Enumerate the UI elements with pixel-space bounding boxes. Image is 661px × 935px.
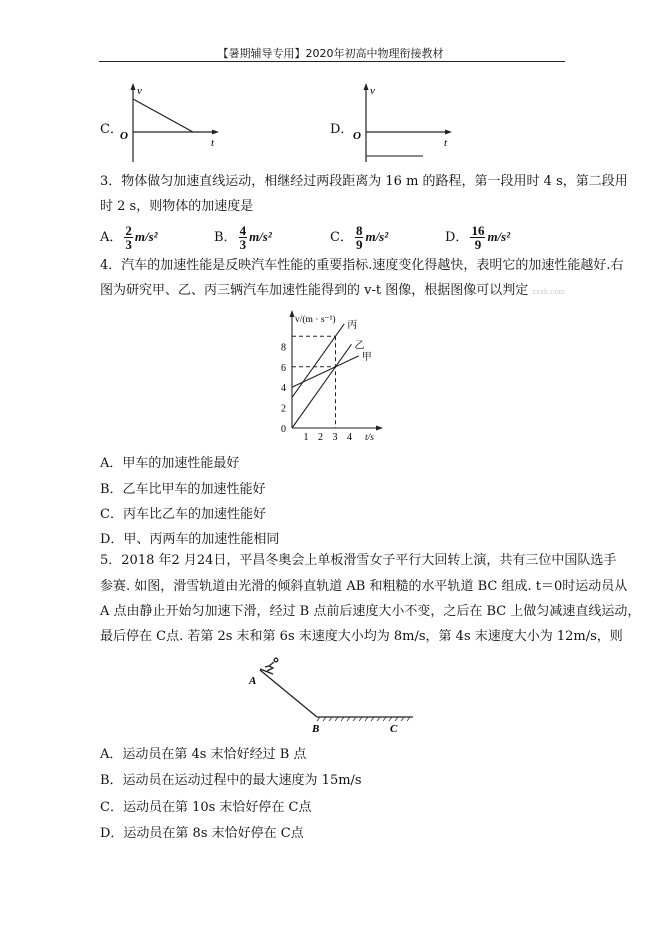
q5-text-line4: 最后停在 C点. 若第 2s 末和第 6s 末速度大小均为 8m/s，第 4s 末速度大小为 12m/s，则: [100, 629, 623, 644]
point-b-label: B: [312, 723, 320, 735]
q3-text-line2: 时 2 s，则物体的加速度是: [100, 199, 254, 214]
q2-option-d-graph: [348, 82, 458, 164]
q2-option-c-graph: [115, 82, 225, 164]
origin-label: O: [353, 130, 361, 142]
q5-text-line2: 参赛. 如图，滑雪轨道由光滑的倾斜直轨道 AB 和粗糙的水平轨道 BC 组成. t＝0时运动员从: [100, 579, 628, 594]
q3-option-a: [100, 224, 158, 251]
numerator: 8: [355, 223, 363, 238]
x-tick-label: 2: [318, 432, 323, 443]
y-tick-label: 8: [281, 342, 286, 354]
x-tick-label: 4: [347, 432, 352, 443]
watermark: zxxk.com: [532, 288, 566, 296]
axis-v-label: v: [137, 85, 142, 97]
option-label: C．: [330, 230, 353, 245]
y-tick-label: 4: [281, 383, 286, 395]
origin-label: O: [120, 130, 128, 142]
y-tick-label: 6: [281, 362, 286, 374]
series-line-乙: [292, 344, 351, 428]
page-header: 【暑期辅导专用】2020年初高中物理衔接教材: [217, 47, 444, 60]
q4-text-line2: [100, 283, 565, 300]
q5-option-c: C．运动员在第 10s 末恰好停在 C点: [100, 800, 312, 815]
q5-text-line1: 5．2018 年2 月24日，平昌冬奥会上单板滑雪女子平行大回转上演，共有三位中国队选手: [100, 553, 617, 568]
q3-option-b: [214, 224, 272, 251]
point-a-label: A: [249, 675, 257, 687]
denominator: 3: [125, 237, 132, 252]
x-axis-label: t/s: [365, 433, 374, 443]
option-label: B．: [214, 230, 237, 245]
q3-text-line1: 3．物体做匀加速直线运动，相继经过两段距离为 16 m 的路程，第一段用时 4 s，第二段用: [100, 174, 628, 189]
series-label: 丙: [347, 319, 358, 331]
option-label: A．: [100, 230, 123, 245]
axis-t-label: t: [211, 137, 215, 149]
q3-option-c: [330, 224, 388, 251]
q4-option-d: D．甲、丙两车的加速性能相同: [100, 532, 280, 547]
vt-graph: [262, 305, 402, 445]
q5-option-d: D．运动员在第 8s 末恰好停在 C点: [100, 826, 304, 841]
q2-option-c-label: C．: [100, 122, 123, 137]
q5-option-a: A．运动员在第 4s 末恰好经过 B 点: [100, 747, 307, 762]
point-c-label: C: [390, 723, 398, 735]
fraction: [355, 224, 364, 251]
header-divider: [99, 61, 565, 62]
unit: m/s²: [365, 229, 389, 244]
q4-text: 图为研究甲、乙、丙三辆汽车加速性能得到的 v-t 图像，根据图像可以判定: [100, 283, 529, 298]
fraction: [470, 224, 485, 251]
fraction: [124, 224, 133, 251]
series-label: 乙: [354, 340, 365, 352]
y-tick-label: 0: [281, 424, 286, 435]
denominator: 9: [474, 237, 482, 252]
numerator: 2: [125, 223, 132, 238]
q2-option-d-label: D．: [330, 122, 354, 137]
denominator: 3: [239, 237, 247, 252]
x-tick-label: 1: [303, 432, 309, 443]
unit: m/s²: [487, 229, 511, 244]
series-line-丙: [292, 324, 344, 397]
denominator: 9: [355, 237, 363, 252]
q4-option-c: C．丙车比乙车的加速性能好: [100, 507, 266, 522]
q5-text-line3: A 点由静止开始匀加速下滑，经过 B 点前后速度大小不变，之后在 BC 上做匀减速直线运动，: [100, 604, 641, 619]
q4-option-a: A．甲车的加速性能最好: [100, 456, 240, 471]
y-tick-label: 2: [281, 403, 286, 415]
numerator: 16: [471, 223, 485, 238]
q4-option-b: B．乙车比甲车的加速性能好: [100, 482, 266, 497]
axis-v-label: v: [370, 85, 375, 97]
axis-t-label: t: [444, 137, 448, 149]
option-label: D．: [445, 230, 469, 245]
y-axis-label: v/(m · s⁻¹): [295, 315, 336, 325]
series-label: 甲: [361, 351, 372, 363]
x-tick-label: 3: [332, 432, 338, 443]
ski-track-figure: [240, 655, 420, 735]
q4-text-line1: 4．汽车的加速性能是反映汽车性能的重要指标.速度变化得越快，表明它的加速性能越好.右: [100, 258, 624, 273]
q3-option-d: [445, 224, 510, 251]
unit: m/s²: [249, 229, 272, 244]
q5-option-b: B．运动员在运动过程中的最大速度为 15m/s: [100, 773, 362, 788]
unit: m/s²: [134, 229, 158, 244]
numerator: 4: [239, 223, 247, 238]
fraction: [239, 224, 248, 251]
